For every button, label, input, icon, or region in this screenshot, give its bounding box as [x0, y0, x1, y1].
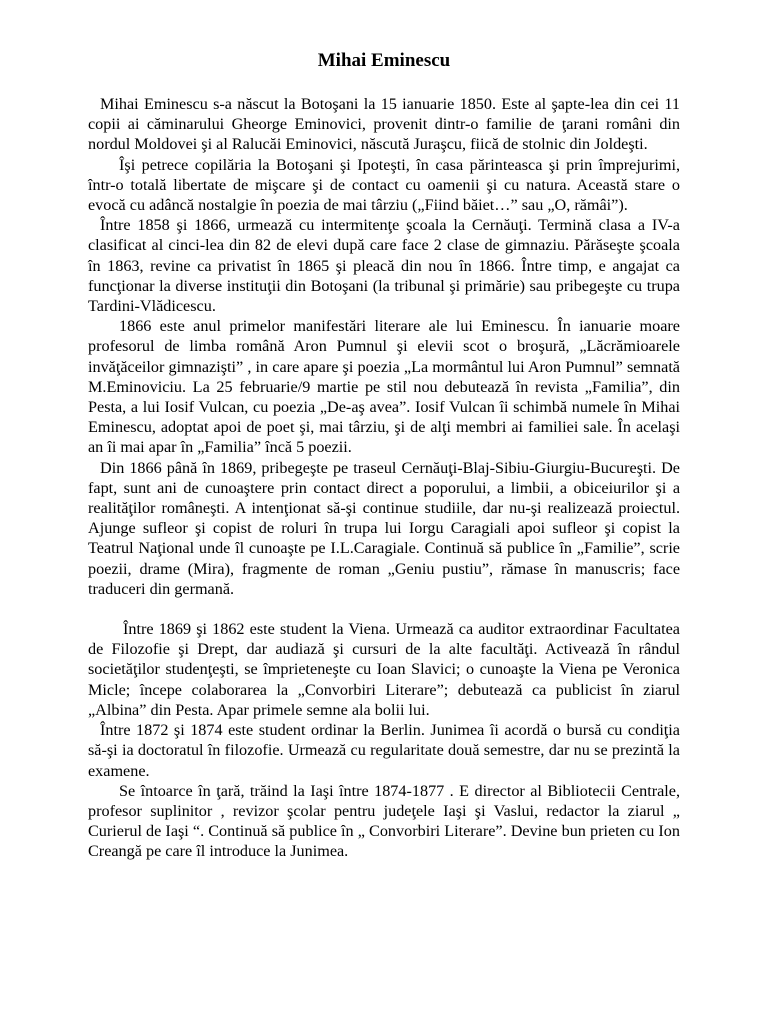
paragraph-literary-debut: 1866 este anul primelor manifestări literare ale lui Eminescu. În ianuarie moare profesorul de limba română Aron Pumnul şi elevii scot o broşură, „Lăcrămioarele invăţăceilor gimnazişti” , in care apare şi poezia „La mormântul lui Aron Pumnul” semnată M.Eminoviciu. La 25 februarie/9 martie pe stil nou debutează în revista „Familia”, din Pesta, a lui Iosif Vulcan, cu poezia „De-aş avea”. Iosif Vulcan îi schimbă numele în Mihai Eminescu, adoptat apoi de poet şi, mai târziu, şi de alţi membri ai familiei sale. În acelaşi an îi mai apar în „Familia” încă 5 poezii. — [88, 317, 680, 457]
document-page — [88, 50, 680, 862]
paragraph-gap — [88, 599, 680, 619]
paragraph-vienna: Între 1869 şi 1862 este student la Viena. Urmează ca auditor extraordinar Facultatea de Filozofie şi Drept, dar audiază şi cursuri de la alte facultăţi. Activează în rândul societăţilor studenţeşti, se împrieteneşte cu Ioan Slavici; o cunoaşte la Viena pe Veronica Micle; începe colaborarea la „Convorbiri Literare”; debutează ca publicist în ziarul „Albina” din Pesta. Apar primele semne ala bolii lui. — [88, 620, 680, 719]
paragraph-wandering: Din 1866 până în 1869, pribegeşte pe traseul Cernăuţi-Blaj-Sibiu-Giurgiu-Bucureşti. De fapt, sunt ani de cunoaştere prin contact direct a poporului, a limbii, a obiceiurilor şi a realităţilor româneşti. A intenţionat să-şi continue studiile, dar nu-şi realizează proiectul. Ajunge sufleor şi copist de roluri în trupa lui Iorgu Caragiali apoi sufleor şi copist la Teatrul Naţional unde îl cunoaşte pe I.L.Caragiale. Continuă să publice în „Familie”, scrie poezii, drame (Mira), fragmente de roman „Geniu pustiu”, rămase în manuscris; face traduceri din germană. — [88, 458, 680, 598]
paragraph-iasi: Se întoarce în ţară, trăind la Iaşi între 1874-1877 . E director al Bibliotecii Centrale, profesor suplinitor , revizor şcolar pentru judeţele Iaşi şi Vaslui, redactor la ziarul „ Curierul de Iaşi “. Continuă să publice în „ Convorbiri Literare”. Devine bun prieten cu Ion Creangă pe care îl introduce la Junimea. — [88, 781, 680, 861]
paragraph-birth: Mihai Eminescu s-a născut la Botoşani la 15 ianuarie 1850. Este al şapte-lea din cei 11 copii ai căminarului Gheorge Eminovici, provenit dintr-o familie de ţarani români din nordul Moldovei şi al Ralucăi Eminovici, născută Juraşcu, fiică de stolnic din Joldeşti. — [88, 95, 680, 154]
paragraph-berlin: Între 1872 şi 1874 este student ordinar la Berlin. Junimea îi acordă o bursă cu condiţia să-şi ia doctoratul în filozofie. Urmează cu regularitate două semestre, dar nu se prezintă la examene. — [88, 721, 680, 780]
document-title: Mihai Eminescu — [317, 50, 451, 71]
paragraph-school: Între 1858 şi 1866, urmează cu intermitenţe şcoala la Cernăuţi. Termină clasa a IV-a clasificat al cinci-lea din 82 de elevi după care face 2 clase de gimnaziu. Părăseşte şcoala în 1863, revine ca privatist în 1865 şi pleacă din nou în 1866. Între timp, e angajat ca funcţionar la diverse instituţii din Botoşani (la tribunal şi primărie) sau pribegeşte cu trupa Tardini-Vlădicescu. — [88, 216, 680, 316]
paragraph-childhood: Îşi petrece copilăria la Botoşani şi Ipoteşti, în casa părinteasca şi prin împrejurimi, într-o totală libertate de mişcare şi de contact cu oamenii şi cu natura. Această stare o evocă cu adâncă nostalgie în poezia de mai târziu („Fiind băiet…” sau „O, rămâi”). — [88, 155, 680, 215]
